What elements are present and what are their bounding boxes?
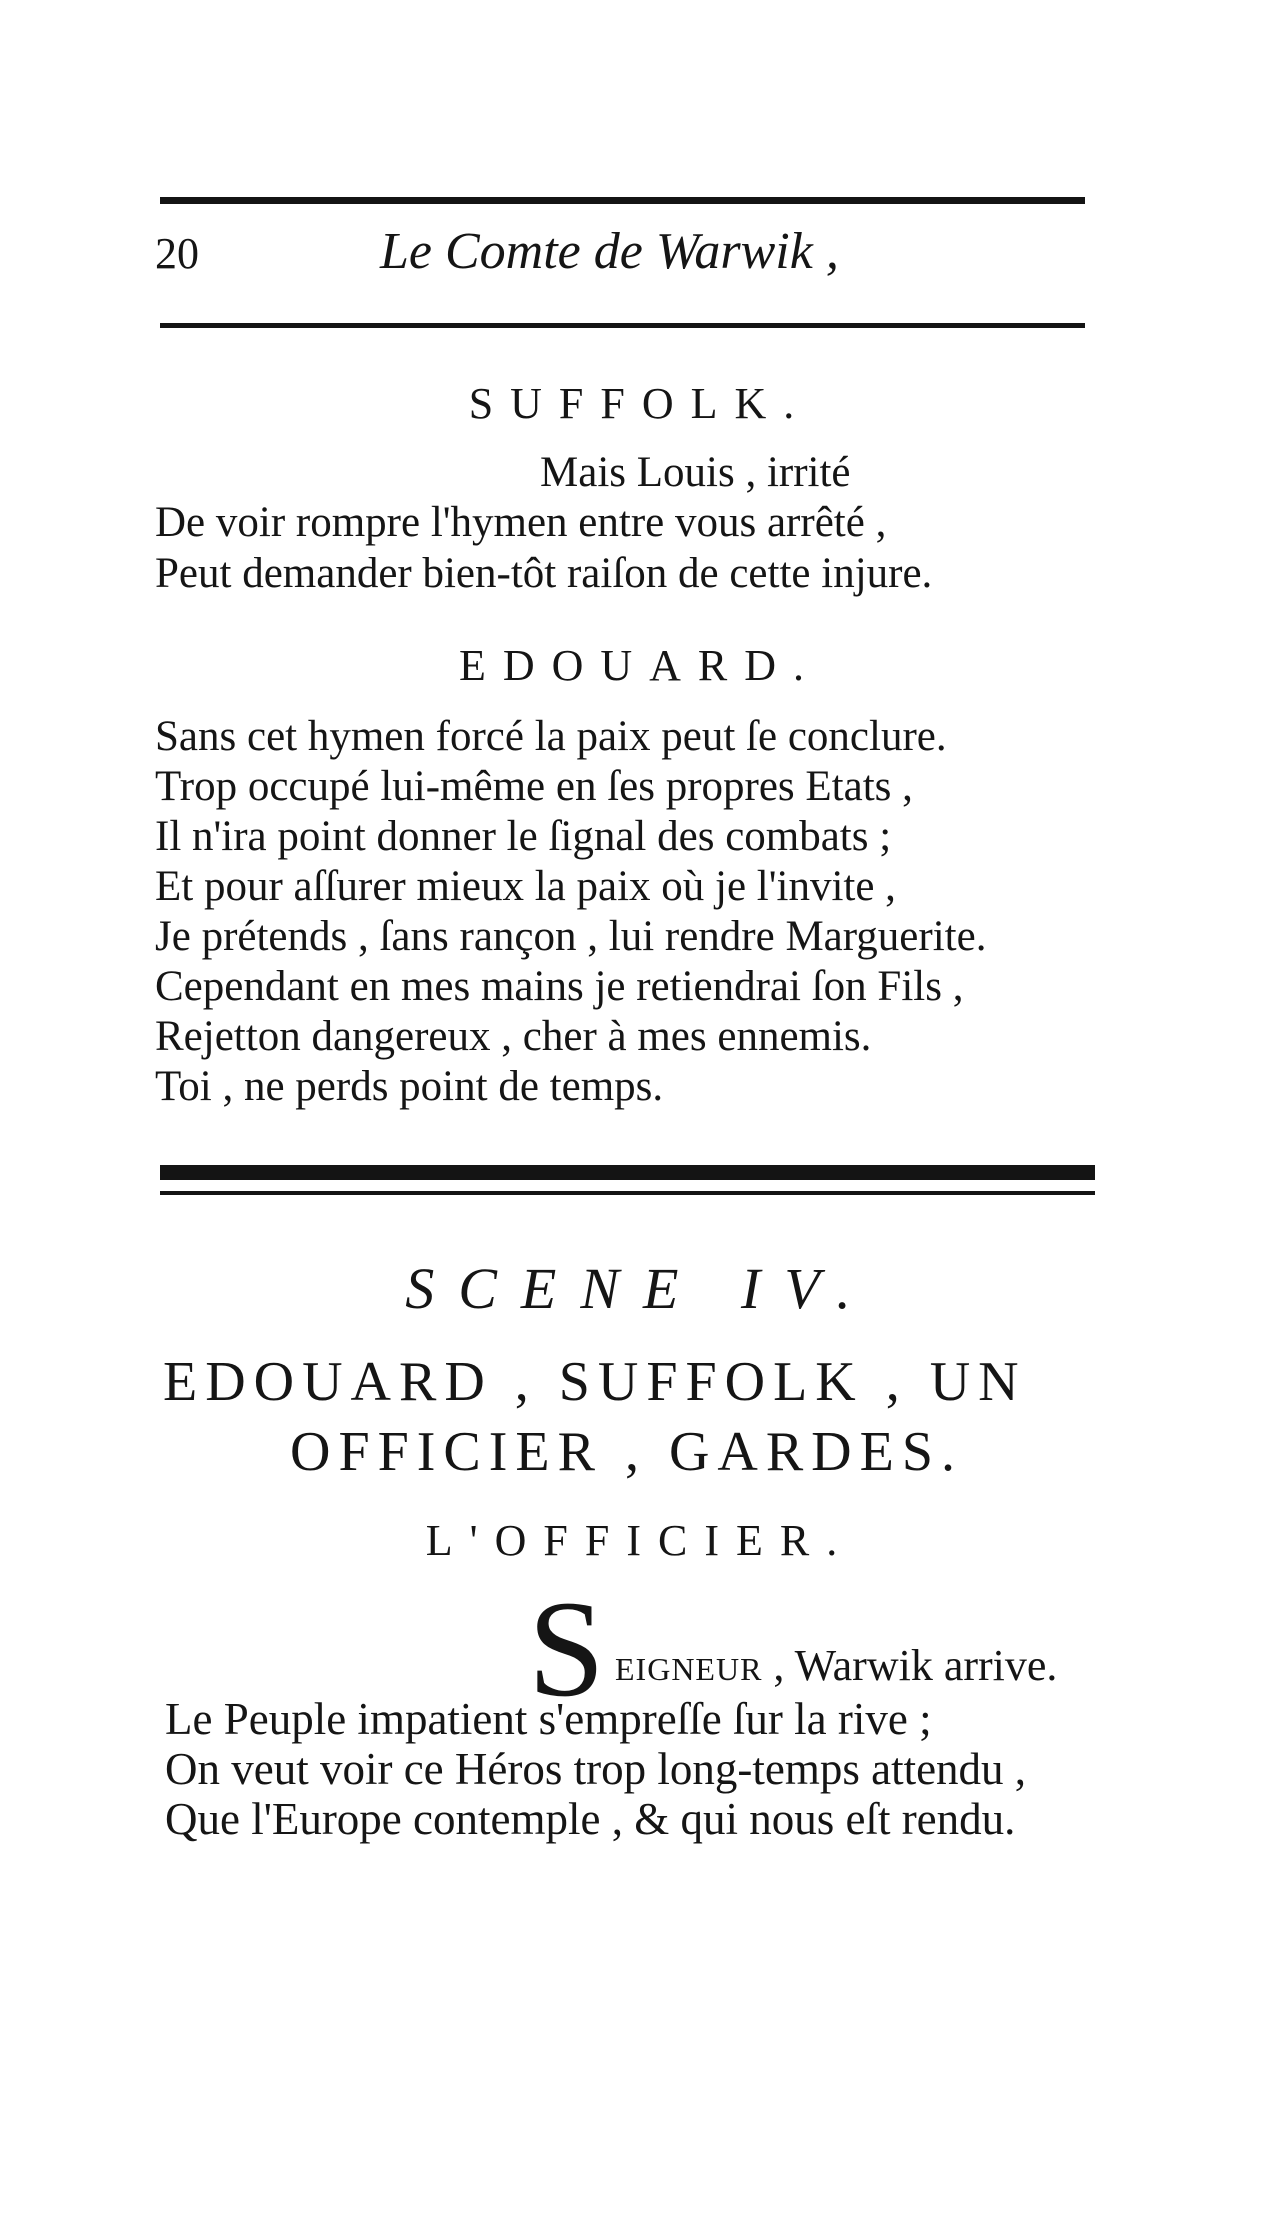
- speaker-suffolk: SUFFOLK.: [468, 379, 812, 428]
- verse-line: Toi , ne perds point de temps.: [155, 1063, 664, 1110]
- first-line-rest: , Warwik arrive.: [773, 1641, 1058, 1690]
- verse-line: Sans cet hymen forcé la paix peut ſe conclure.: [155, 713, 947, 760]
- verse-line: Que l'Europe contemple , & qui nous eſt rendu.: [165, 1794, 1016, 1844]
- scene-persons-line1: EDOUARD , SUFFOLK , UN: [163, 1351, 1027, 1413]
- speaker-edouard: EDOUARD.: [458, 641, 822, 690]
- scene-title: SCENE IV.: [405, 1256, 875, 1321]
- verse-line: Rejetton dangereux , cher à mes ennemis.: [155, 1013, 872, 1060]
- verse-line: De voir rompre l'hymen entre vous arrêté ,: [155, 499, 887, 546]
- verse-line: Trop occupé lui-même en ſes propres Etats ,: [155, 763, 913, 810]
- header-top-rule: [160, 197, 1085, 204]
- verse-line: Cependant en mes mains je retiendrai ſon Fils ,: [155, 963, 964, 1010]
- verse-line: Mais Louis , irrité: [540, 449, 851, 496]
- scene-persons-line2: OFFICIER , GARDES.: [290, 1421, 963, 1483]
- first-word-small-caps: EIGNEUR: [615, 1651, 763, 1687]
- page-number: 20: [155, 229, 199, 278]
- scene-divider-thick: [160, 1165, 1095, 1180]
- verse-line-first: [615, 1640, 1057, 1691]
- verse-line: Peut demander bien-tôt raiſon de cette injure.: [155, 550, 933, 597]
- verse-line: Je prétends , ſans rançon , lui rendre Marguerite.: [155, 913, 987, 960]
- speaker-officier: L'OFFICIER.: [425, 1516, 855, 1565]
- drop-cap: S: [528, 1572, 605, 1725]
- verse-line: On veut voir ce Héros trop long-temps attendu ,: [165, 1744, 1027, 1794]
- verse-line: Il n'ira point donner le ſignal des combats ;: [155, 813, 892, 860]
- header-bottom-rule: [160, 323, 1085, 328]
- scene-divider-thin: [160, 1191, 1095, 1195]
- running-title: Le Comte de Warwik ,: [380, 223, 839, 280]
- verse-line: Le Peuple impatient s'empreſſe ſur la rive ;: [165, 1694, 932, 1744]
- verse-line: Et pour aſſurer mieux la paix où je l'invite ,: [155, 863, 896, 910]
